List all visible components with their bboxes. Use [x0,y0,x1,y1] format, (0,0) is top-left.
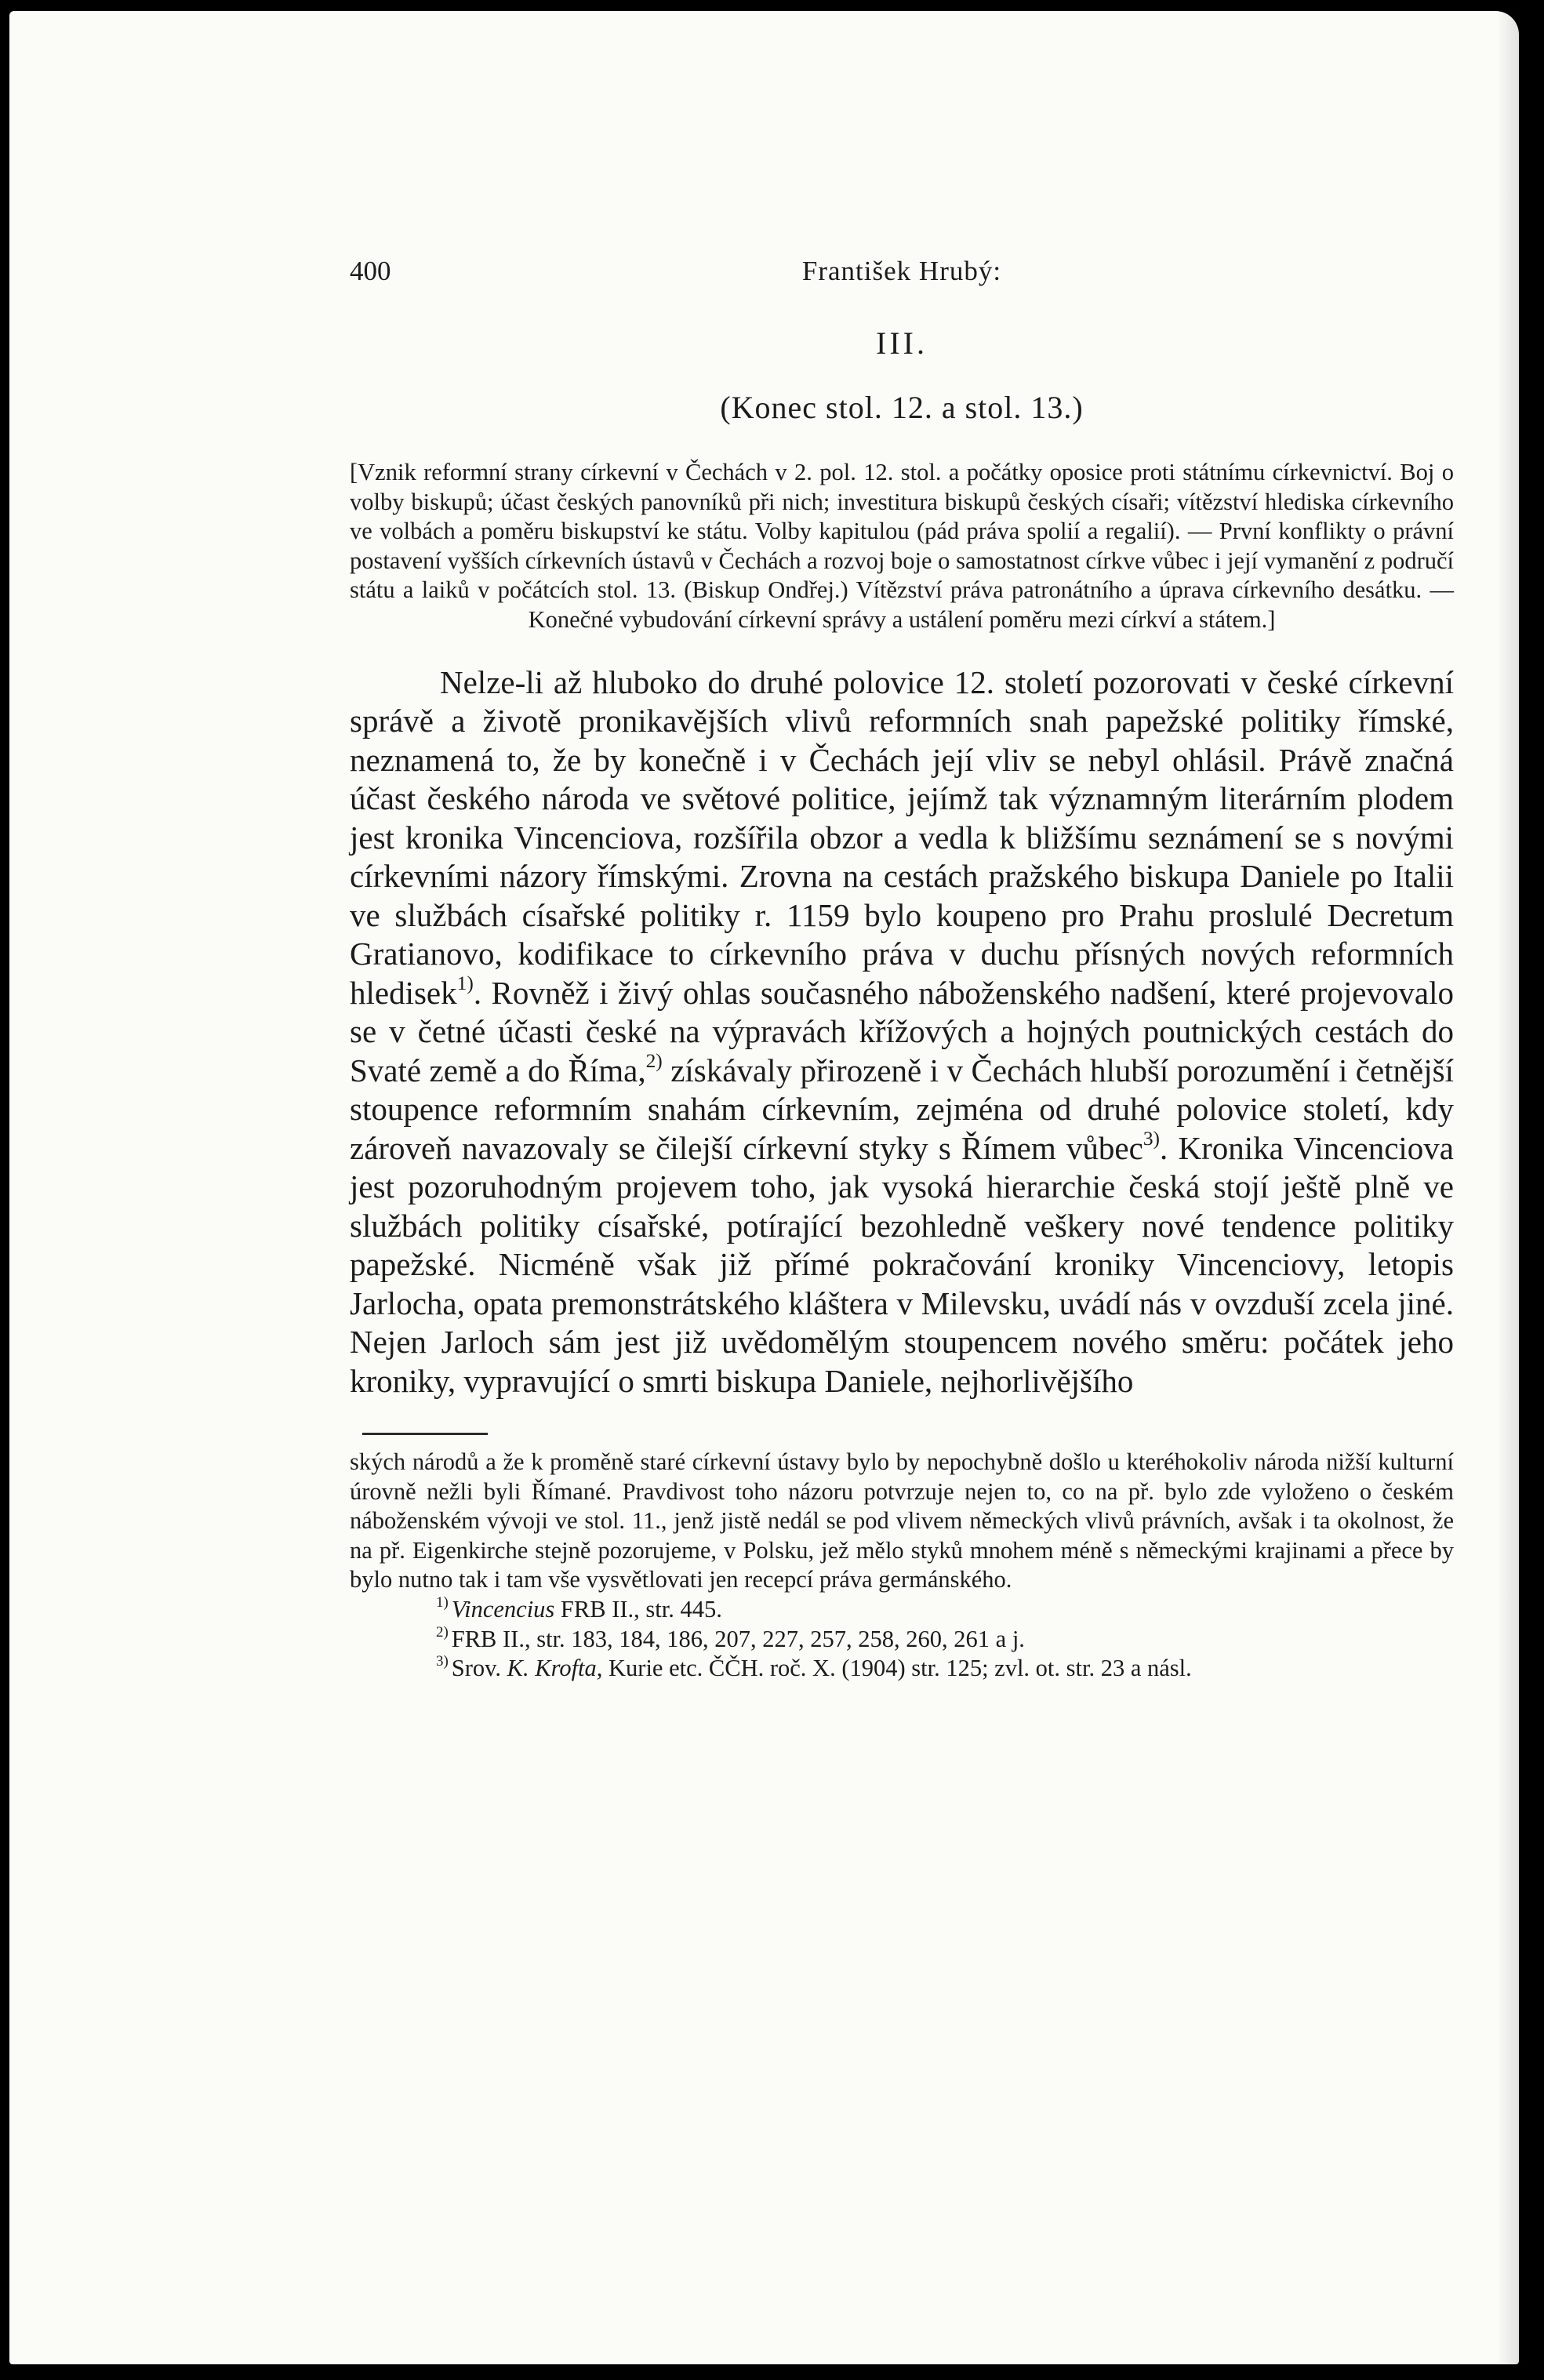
page-edge-shadow [1497,11,1519,2364]
running-title: František Hrubý: [801,256,1002,286]
footnote-1-italic: Vincencius [451,1596,555,1623]
footnote-1-marker: 1) [436,1593,449,1611]
section-summary: [Vznik reformní strany církevní v Čechách v 2. pol. 12. stol. a počátky oposice proti státnímu církevnictví. Boj o volby biskupů; účast českých panovníků při nich; investitura biskupů českých císaři; vítězství hlediska církevního ve volbách a poměru biskupství ke státu. Volby kapitulou (pád práva spolií a regalií). — První konflikty o právní postavení vyšších církevních ústavů v Čechách a rozvoj boje o samostatnost církve vůbec i její vymanění z područí státu a laiků v počátcích stol. 13. (Biskup Ondřej.) Vítězství práva patronátního a úprava církevního desátku. — Konečné vybudování církevní správy a ustálení poměru mezi církví a státem.] [350,459,1454,633]
footnote-3-text-2: Kurie etc. ČČH. roč. X. (1904) str. 125; zvl. ot. str. 23 a násl. [602,1655,1192,1682]
page-content [350,246,1454,1684]
footnote-divider [362,1433,488,1435]
footnote-3-italic: K. Krofta, [507,1655,603,1682]
body-paragraph [350,663,1454,1401]
footnotes [350,1448,1454,1684]
footnote-ref-2: 2) [645,1050,663,1073]
footnote-2 [350,1625,1454,1655]
section-title: (Konec stol. 12. a stol. 13.) [720,390,1084,425]
footnote-2-text: FRB II., str. 183, 184, 186, 207, 227, 257, 258, 260, 261 a j. [451,1625,1025,1652]
page-header [350,246,1454,293]
body-text-part-4: . Kronika Vincenciova jest pozoruhodným projevem toho, jak vysoká hierarchie česká stojí ještě plně ve službách politiky císařské, potírající bezohledně veškery nové tendence politiky papežské. Nicméně však již přímé pokračování kroniky Vincenciovy, letopis Jarlocha, opata premonstrátského kláštera v Milevsku, uvádí nás v ovzduší zcela jiné. Nejen Jarloch sám jest již uvědomělým stoupencem nového směru: počátek jeho kroniky, vypravující o smrti biskupa Daniele, nejhorlivějšího [350,1129,1454,1399]
section-number: III. [876,325,928,361]
footnote-continuation: ských národů a že k proměně staré církevní ústavy bylo by nepochybně došlo u kteréhokoliv národa nižší kulturní úrovně nežli byli Římané. Pravdivost toho názoru potvrzuje nejen to, co na př. bylo zde vyloženo o českém náboženském vývoji ve stol. 11., jenž jistě nedál se pod vlivem německých vlivů právních, avšak i ta okolnost, že na př. Eigenkirche stejně pozorujeme, v Polsku, jež mělo styků mnohem méně s německými krajinami a přece by bylo nutno tak i tam vše vysvětlovati jen recepcí práva germánského. [350,1448,1454,1593]
page-number: 400 [350,256,391,286]
footnote-2-marker: 2) [436,1623,449,1641]
footnote-1-text: FRB II., str. 445. [554,1596,722,1623]
footnote-1 [350,1595,1454,1625]
footnote-3-marker: 3) [436,1653,449,1670]
footnote-3-text: Srov. [451,1655,507,1682]
book-page [9,11,1519,2364]
footnote-3 [350,1654,1454,1684]
body-text-part-2: . Rovněž i živý ohlas současného náboženského nadšení, které projevovalo se v četné účasti české na výpravách křížových a hojných poutnických cestách do Svaté země a do Říma, [350,974,1454,1088]
body-text-part-1: Nelze-li až hluboko do druhé polovice 12. století pozorovati v české církevní správě a životě pronikavějších vlivů reformních snah papežské politiky římské, neznamená to, že by konečně i v Čechách její vliv se nebyl ohlásil. Právě značná účast českého národa ve světové politice, jejímž tak významným literárním plodem jest kronika Vincenciova, rozšířila obzor a vedla k bližšímu seznámení se s novými církevními názory římskými. Zrovna na cestách pražského biskupa Daniele po Italii ve službách císařské politiky r. 1159 bylo koupeno pro Prahu proslulé Decretum Gratianovo, kodifikace to církevního práva v duchu přísných nových reformních hledisek [350,663,1454,1011]
footnote-ref-1: 1) [456,972,474,995]
body-text-part-3: získávaly přirozeně i v Čechách hlubší porozumění i četnější stoupence reformním snahám církevním, zejména od druhé polovice století, kdy zároveň navazovaly se čilejší církevní styky s Římem vůbec [350,1052,1454,1166]
footnote-ref-3: 3) [1143,1128,1161,1150]
